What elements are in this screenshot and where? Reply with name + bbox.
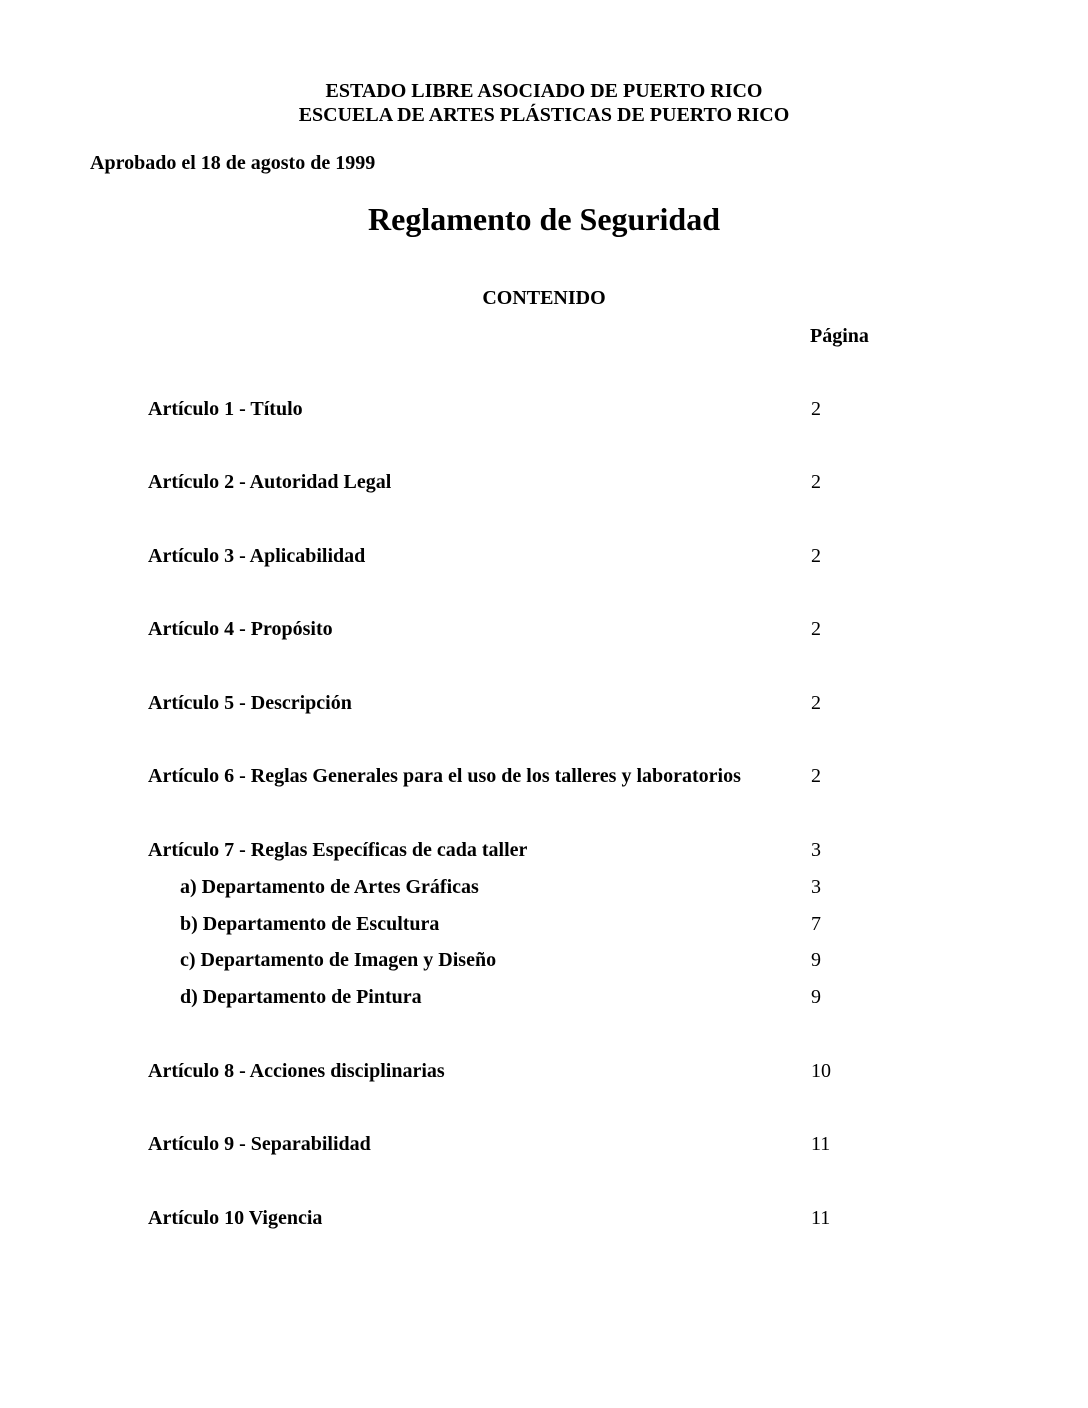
toc-entry-article-4: Artículo 4 - Propósito (148, 618, 333, 640)
toc-page-article-9: 11 (811, 1133, 831, 1155)
toc-page-article-4: 2 (811, 618, 821, 640)
toc-subentry-imagen-diseno: c) Departamento de Imagen y Diseño (180, 949, 497, 971)
toc-entry-article-10: Artículo 10 Vigencia (148, 1207, 323, 1229)
toc-entry-article-8: Artículo 8 - Acciones disciplinarias (148, 1060, 445, 1082)
toc-page-article-7: 3 (811, 839, 821, 861)
approval-date: Aprobado el 18 de agosto de 1999 (90, 152, 376, 174)
toc-page-article-8: 10 (811, 1060, 831, 1082)
toc-page-imagen-diseno: 9 (811, 949, 821, 971)
toc-page-article-10: 11 (811, 1207, 831, 1229)
toc-entry-article-5: Artículo 5 - Descripción (148, 692, 352, 714)
toc-entry-article-9: Artículo 9 - Separabilidad (148, 1133, 371, 1155)
toc-entry-article-3: Artículo 3 - Aplicabilidad (148, 545, 366, 567)
toc-subentry-escultura: b) Departamento de Escultura (180, 913, 440, 935)
toc-page-pintura: 9 (811, 986, 821, 1008)
toc-page-article-6: 2 (811, 765, 821, 787)
page-column-heading: Página (810, 325, 869, 347)
toc-subentry-pintura: d) Departamento de Pintura (180, 986, 422, 1008)
toc-page-article-2: 2 (811, 471, 821, 493)
toc-subentry-artes-graficas: a) Departamento de Artes Gráficas (180, 876, 479, 898)
toc-page-article-1: 2 (811, 398, 821, 420)
toc-page-artes-graficas: 3 (811, 876, 821, 898)
header-line-1: ESTADO LIBRE ASOCIADO DE PUERTO RICO (325, 80, 763, 102)
toc-page-article-5: 2 (811, 692, 821, 714)
toc-entry-article-6: Artículo 6 - Reglas Generales para el uso de los talleres y laboratorios (148, 765, 741, 787)
document-title: Reglamento de Seguridad (368, 201, 720, 237)
header-line-2: ESCUELA DE ARTES PLÁSTICAS DE PUERTO RICO (298, 104, 790, 126)
toc-entry-article-1: Artículo 1 - Título (148, 398, 303, 420)
toc-page-escultura: 7 (811, 913, 821, 935)
contents-heading: CONTENIDO (482, 287, 606, 309)
toc-page-article-3: 2 (811, 545, 821, 567)
toc-entry-article-2: Artículo 2 - Autoridad Legal (148, 471, 392, 493)
toc-entry-article-7: Artículo 7 - Reglas Específicas de cada taller (148, 839, 528, 861)
